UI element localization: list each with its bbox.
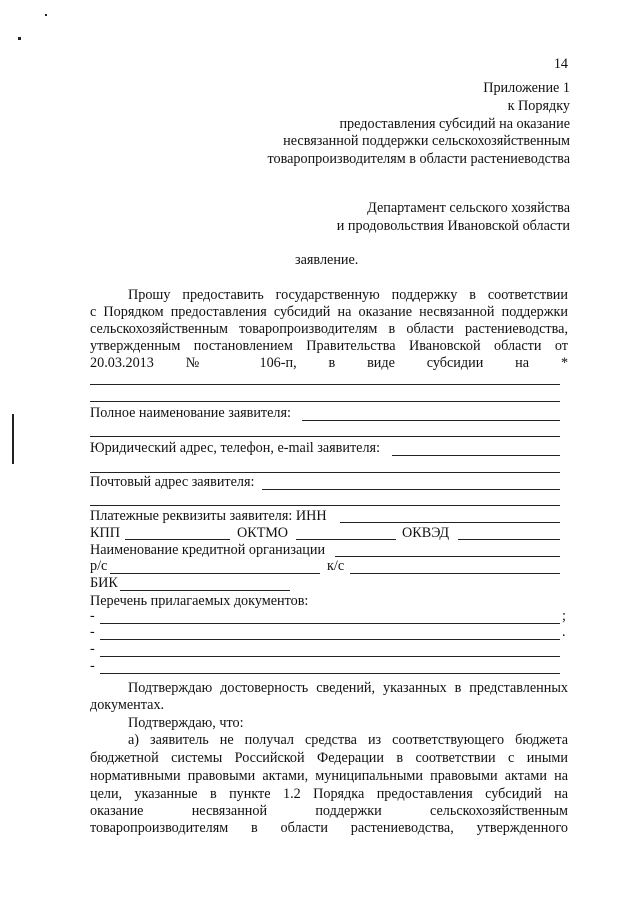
- kpp-label: КПП: [90, 525, 120, 541]
- doc-item-field[interactable]: [100, 639, 560, 640]
- scan-mark-bar: [12, 414, 14, 464]
- word: области: [280, 820, 328, 836]
- appendix-line: товаропроизводителям в области растениеводства: [267, 151, 570, 167]
- bank-name-label: Наименование кредитной организации: [90, 542, 326, 558]
- full-name-label: Полное наименование заявителя:: [90, 405, 291, 421]
- clause-line: [90, 803, 568, 819]
- confirm-line: [128, 680, 568, 696]
- word: утвержденного: [476, 820, 569, 836]
- account-field[interactable]: [110, 573, 320, 574]
- word: субсидии: [426, 355, 484, 371]
- word: виде: [367, 355, 395, 371]
- doc-item-end: .: [562, 624, 566, 640]
- full-name-field[interactable]: [90, 436, 560, 437]
- legal-address-label: Юридический адрес, телефон, e-mail заявителя:: [90, 440, 381, 456]
- bank-name-field[interactable]: [335, 556, 560, 557]
- postal-address-label: Почтовый адрес заявителя:: [90, 474, 255, 490]
- kpp-field[interactable]: [125, 539, 230, 540]
- clause-line: [90, 820, 568, 836]
- number-sign: №: [185, 355, 228, 371]
- paragraph-line: [90, 321, 568, 337]
- word: оказание: [90, 803, 144, 819]
- paragraph-text: с Порядком предоставления субсидий на оказание несвязанной поддержки: [90, 304, 568, 320]
- paragraph-text: бюджетной системы Российской Федерации в соответствии с иными: [90, 750, 568, 766]
- clause-line: [128, 732, 568, 748]
- doc-item-bullet: -: [90, 608, 95, 624]
- oktmo-field[interactable]: [296, 539, 396, 540]
- word: в: [328, 355, 336, 371]
- doc-item-bullet: -: [90, 658, 95, 674]
- doc-item-field[interactable]: [100, 623, 560, 624]
- confirm-line: документах.: [90, 697, 165, 713]
- doc-item-end: ;: [562, 608, 566, 624]
- legal-address-field[interactable]: [392, 455, 560, 456]
- paragraph-text: утвержденным постановлением Правительства Ивановской области от: [90, 338, 568, 354]
- paragraph-line: [128, 287, 568, 303]
- appendix-line: Приложение 1: [483, 80, 570, 96]
- corr-account-label: к/с: [327, 558, 345, 574]
- paragraph-text: Прошу предоставить государственную поддержку в соответствии: [128, 287, 568, 303]
- word: в: [251, 820, 258, 836]
- bik-label: БИК: [90, 575, 118, 591]
- page-number: 14: [553, 56, 568, 72]
- word: растениеводства,: [350, 820, 454, 836]
- paragraph-text: сельскохозяйственным товаропроизводителям в области растениеводства,: [90, 321, 568, 337]
- subsidy-type-field[interactable]: [90, 384, 560, 385]
- postal-address-field[interactable]: [262, 489, 560, 490]
- clause-line: [90, 750, 568, 766]
- paragraph-line: [90, 355, 568, 371]
- appendix-line: предоставления субсидий на оказание: [339, 116, 570, 132]
- resolution-number: 106-п,: [259, 355, 297, 371]
- okved-label: ОКВЭД: [402, 525, 450, 541]
- doc-item-bullet: -: [90, 641, 95, 657]
- addressee-line: и продовольствия Ивановской области: [336, 218, 570, 234]
- paragraph-text: а) заявитель не получал средства из соответствующего бюджета: [128, 732, 568, 748]
- bik-field[interactable]: [120, 590, 290, 591]
- paragraph-text: нормативными правовыми актами, муниципальными правовыми актами на: [90, 768, 568, 784]
- clause-line: [90, 768, 568, 784]
- document-title: заявление.: [295, 252, 359, 268]
- doc-item-field[interactable]: [100, 656, 560, 657]
- word: на: [515, 355, 530, 371]
- payment-details-label: Платежные реквизиты заявителя: ИНН: [90, 508, 327, 524]
- clause-line: [90, 786, 568, 802]
- paragraph-text: цели, указанные в пункте 1.2 Порядка предоставления субсидий на: [90, 786, 568, 802]
- postal-address-field[interactable]: [90, 505, 560, 506]
- appendix-line: несвязанной поддержки сельскохозяйственным: [283, 133, 570, 149]
- scan-mark-dot: [18, 37, 21, 40]
- appendix-line: к Порядку: [507, 98, 570, 114]
- legal-address-field[interactable]: [90, 472, 560, 473]
- addressee-line: Департамент сельского хозяйства: [367, 200, 570, 216]
- paragraph-line: [90, 338, 568, 354]
- subsidy-type-field[interactable]: [90, 401, 560, 402]
- paragraph-text: Подтверждаю достоверность сведений, указанных в представленных: [128, 680, 568, 696]
- word: товаропроизводителям: [90, 820, 229, 836]
- word: сельскохозяйственным: [430, 803, 569, 819]
- account-label: р/с: [90, 558, 108, 574]
- confirm-that: Подтверждаю, что:: [128, 715, 244, 731]
- oktmo-label: ОКТМО: [237, 525, 289, 541]
- footnote-asterisk: *: [560, 355, 569, 371]
- inn-field[interactable]: [340, 522, 560, 523]
- doc-item-bullet: -: [90, 624, 95, 640]
- okved-field[interactable]: [458, 539, 560, 540]
- word: поддержки: [315, 803, 382, 819]
- corr-account-field[interactable]: [350, 573, 560, 574]
- doc-item-field[interactable]: [100, 673, 560, 674]
- date-text: 20.03.2013: [90, 355, 154, 371]
- scan-mark-dot: [45, 14, 47, 16]
- full-name-field[interactable]: [302, 420, 560, 421]
- word: несвязанной: [191, 803, 268, 819]
- paragraph-line: [90, 304, 568, 320]
- attached-docs-label: Перечень прилагаемых документов:: [90, 593, 309, 609]
